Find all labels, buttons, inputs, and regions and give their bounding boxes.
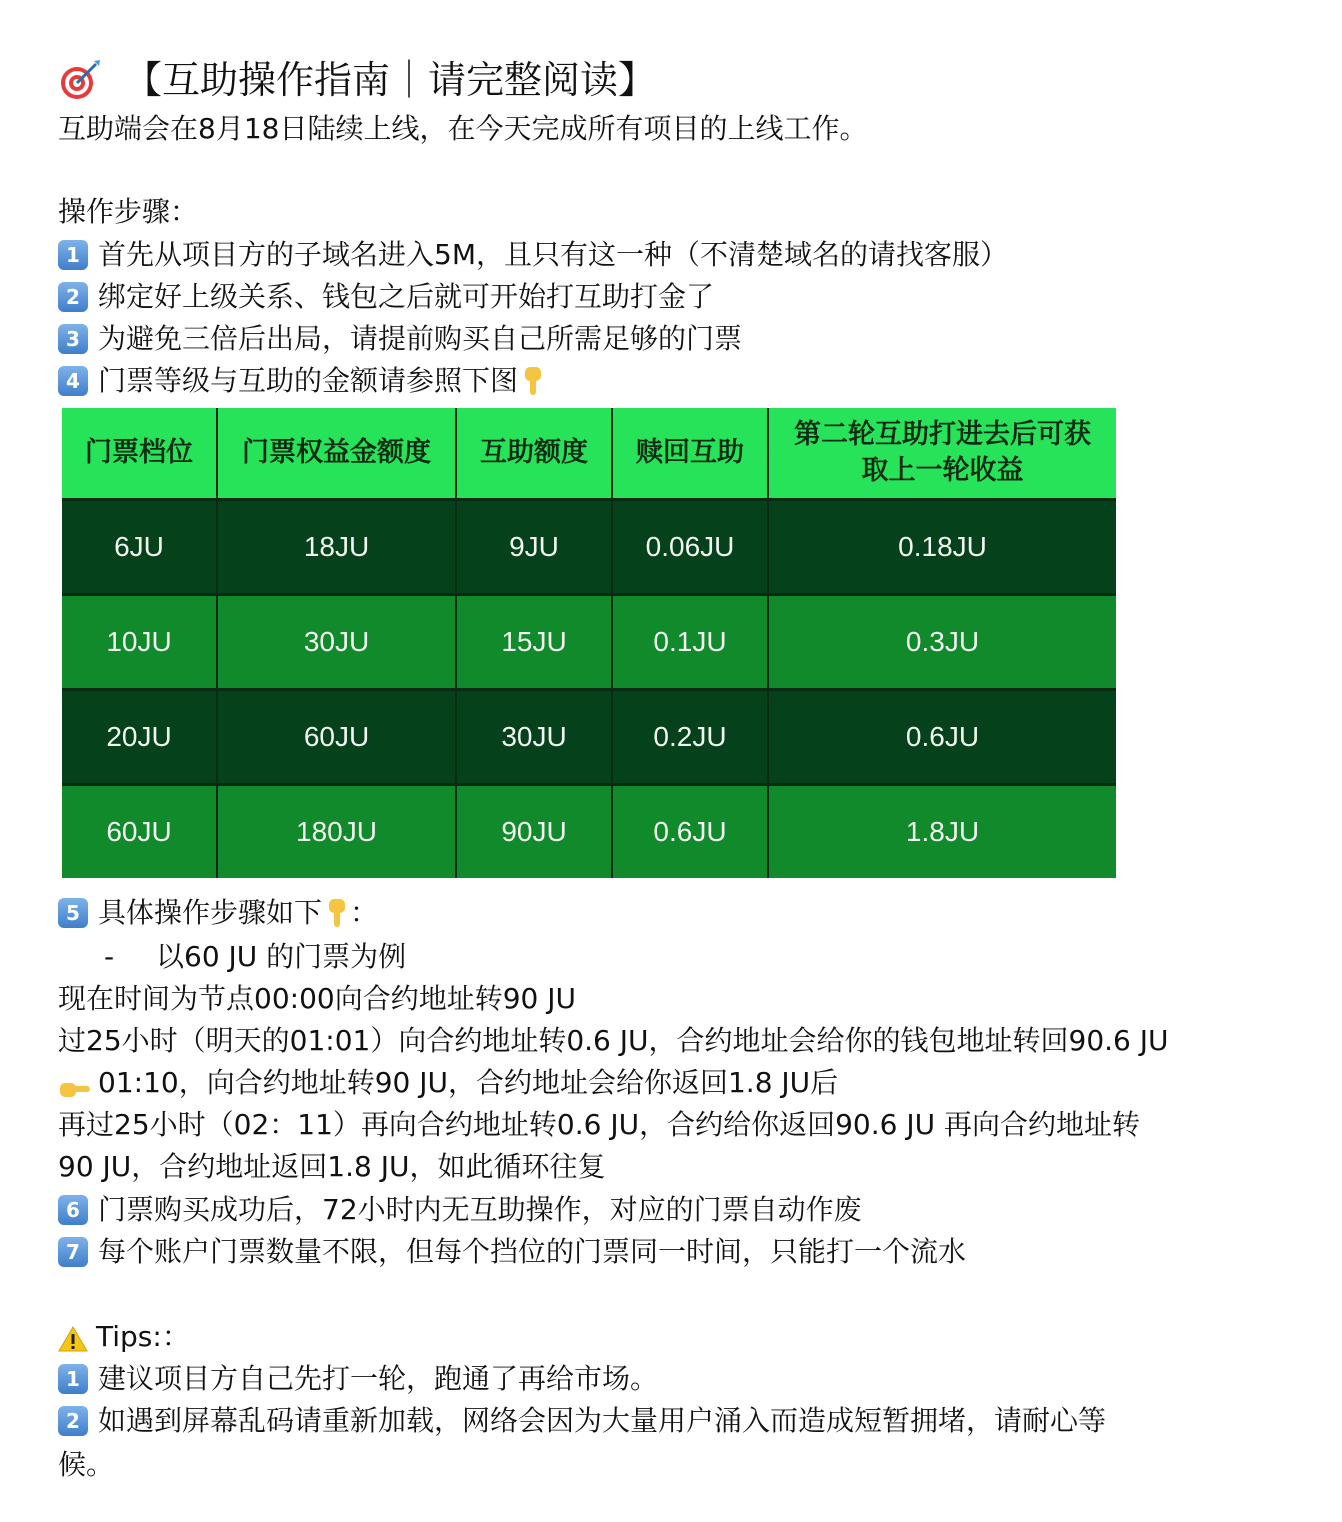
table-cell: 0.2JU	[612, 690, 768, 785]
detail-line-3: 01:10，向合约地址转90 JU，合约地址会给你返回1.8 JU后	[58, 1062, 838, 1104]
header-redeem: 赎回互助	[612, 408, 768, 500]
header-second-round: 第二轮互助打进去后可获取上一轮收益	[768, 408, 1116, 500]
tips-heading: Tips:：	[58, 1316, 190, 1358]
table-row	[62, 785, 1116, 879]
keycap-5-icon: 5	[58, 898, 88, 928]
ticket-table	[62, 408, 1116, 878]
detail-line-5: 90 JU，合约地址返回1.8 JU，如此循环往复	[58, 1150, 606, 1183]
table-cell: 10JU	[62, 595, 217, 690]
keycap-7-icon: 7	[58, 1237, 88, 1267]
table-cell: 0.6JU	[612, 785, 768, 879]
step-7: 7 每个账户门票数量不限，但每个挡位的门票同一时间，只能打一个流水	[58, 1231, 966, 1273]
step-5: 5 具体操作步骤如下 ：	[58, 892, 378, 934]
page-title	[58, 54, 656, 106]
title-text: 【互助操作指南｜请完整阅读】	[124, 58, 657, 102]
keycap-1-icon: 1	[58, 240, 88, 270]
table-cell: 60JU	[217, 690, 456, 785]
step-6: 6 门票购买成功后，72小时内无互助操作，对应的门票自动作废	[58, 1189, 862, 1231]
example-line: - 以60 JU 的门票为例	[104, 940, 407, 973]
pointing-right-hand-icon	[58, 1071, 92, 1095]
keycap-2-icon: 2	[58, 282, 88, 312]
keycap-2-icon: 2	[58, 1406, 88, 1436]
table-cell: 180JU	[217, 785, 456, 879]
table-cell: 0.18JU	[768, 500, 1116, 595]
table-cell: 30JU	[456, 690, 612, 785]
table-cell: 90JU	[456, 785, 612, 879]
detail-line-4: 再过25小时（02：11）再向合约地址转0.6 JU，合约给你返回90.6 JU 再向合约地址转	[58, 1108, 1140, 1141]
tip-2: 2 如遇到屏幕乱码请重新加载，网络会因为大量用户涌入而造成短暂拥堵，请耐心等	[58, 1400, 1106, 1442]
keycap-1-icon: 1	[58, 1364, 88, 1394]
table-cell: 0.3JU	[768, 595, 1116, 690]
header-ticket-equity: 门票权益金额度	[217, 408, 456, 500]
table-row	[62, 595, 1116, 690]
pointing-down-hand-icon	[520, 365, 546, 397]
tip-2-continued: 候。	[58, 1448, 115, 1481]
table-cell: 0.06JU	[612, 500, 768, 595]
header-mutual-amount: 互助额度	[456, 408, 612, 500]
table-cell: 0.6JU	[768, 690, 1116, 785]
table-cell: 1.8JU	[768, 785, 1116, 879]
table-cell: 0.1JU	[612, 595, 768, 690]
intro-text: 互助端会在8月18日陆续上线，在今天完成所有项目的上线工作。	[58, 112, 868, 145]
steps-heading: 操作步骤：	[58, 195, 199, 228]
table-header-row	[62, 408, 1116, 500]
tip-1: 1 建议项目方自己先打一轮，跑通了再给市场。	[58, 1358, 658, 1400]
table-row	[62, 690, 1116, 785]
keycap-4-icon: 4	[58, 366, 88, 396]
table-cell: 9JU	[456, 500, 612, 595]
warning-icon	[58, 1323, 88, 1351]
keycap-3-icon: 3	[58, 324, 88, 354]
table-row	[62, 500, 1116, 595]
table-cell: 18JU	[217, 500, 456, 595]
pointing-down-hand-icon	[324, 897, 350, 929]
table-cell: 30JU	[217, 595, 456, 690]
table-cell: 6JU	[62, 500, 217, 595]
table-cell: 15JU	[456, 595, 612, 690]
keycap-6-icon: 6	[58, 1195, 88, 1225]
step-1: 1 首先从项目方的子域名进入5M，且只有这一种（不清楚域名的请找客服）	[58, 234, 1008, 276]
step-4: 4 门票等级与互助的金额请参照下图	[58, 360, 546, 402]
step-3: 3 为避免三倍后出局，请提前购买自己所需足够的门票	[58, 318, 742, 360]
detail-line-1: 现在时间为节点00:00向合约地址转90 JU	[58, 982, 576, 1015]
table-cell: 60JU	[62, 785, 217, 879]
header-ticket-tier: 门票档位	[62, 408, 217, 500]
table-cell: 20JU	[62, 690, 217, 785]
detail-line-2: 过25小时（明天的01:01）向合约地址转0.6 JU，合约地址会给你的钱包地址转回90.6 JU	[58, 1024, 1169, 1057]
step-2: 2 绑定好上级关系、钱包之后就可开始打互助打金了	[58, 276, 714, 318]
bullseye-dart-icon	[58, 58, 102, 102]
